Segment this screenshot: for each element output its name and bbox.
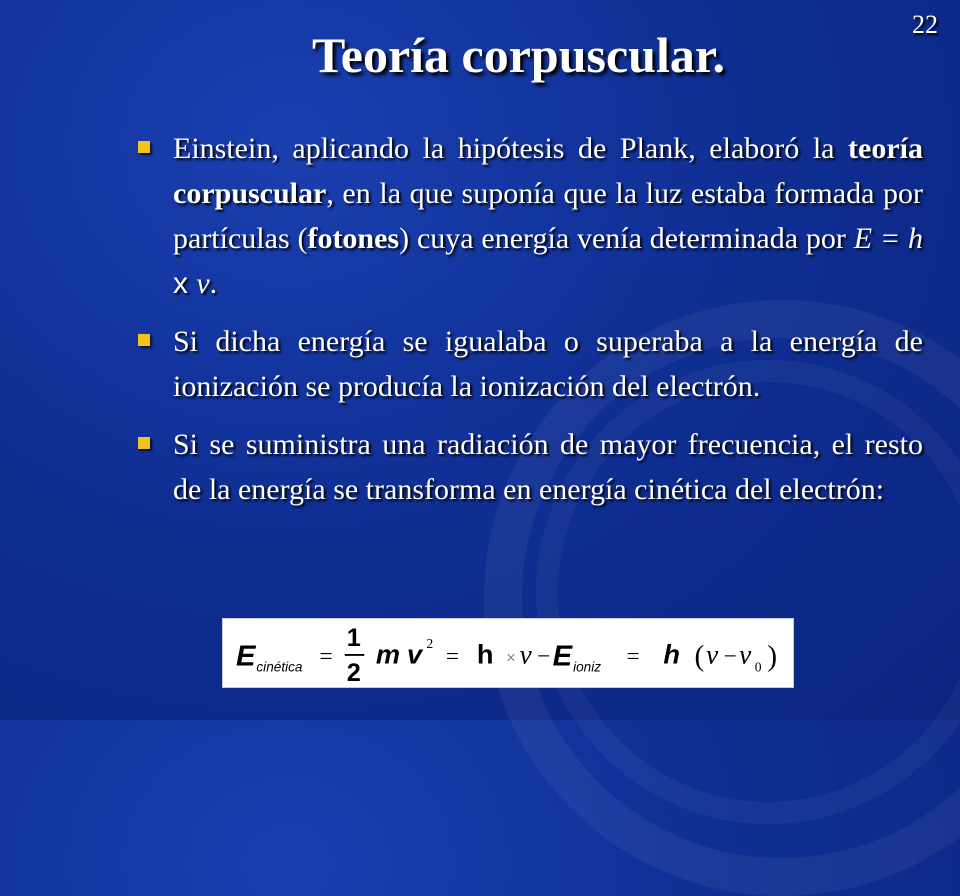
slide-title: Teoría corpuscular. (312, 27, 725, 83)
bullet-square-icon (138, 334, 150, 346)
eq-E-ioniz: E (552, 640, 573, 673)
bold-term: fotones (307, 222, 400, 255)
eq-nu: ν (519, 639, 532, 670)
bullet-list (133, 126, 923, 525)
eq-denominator: 2 (346, 659, 361, 687)
eq-sub-zero: 0 (754, 659, 762, 675)
inline-formula-h: h (908, 222, 923, 255)
bullet-text: ) cuya energía venía determinada por (399, 222, 854, 255)
eq-nu-2: ν (706, 639, 719, 670)
bullet-item-einstein (133, 126, 923, 306)
eq-sub-ioniz: ioniz (573, 659, 602, 675)
eq-h-2: h (663, 638, 681, 670)
equation-svg (223, 619, 793, 687)
eq-equals-2: = (445, 643, 459, 670)
eq-h: h (476, 638, 494, 670)
bullet-text: , en la que suponía que la luz estaba formada por partículas ( (173, 177, 923, 255)
bullet-text: Einstein, aplicando la hipótesis de Plank, elaboró la (173, 132, 849, 165)
bullet-square-icon (138, 437, 150, 449)
equation-box (222, 618, 794, 688)
inline-formula-eq: = (872, 222, 908, 255)
eq-equals-3: = (626, 643, 640, 670)
eq-numerator: 1 (346, 624, 361, 653)
eq-square: 2 (426, 636, 434, 652)
eq-sub-cinetica: cinética (256, 659, 303, 675)
slide-number: 22 (912, 10, 938, 39)
bullet-item-ionization (133, 319, 923, 409)
eq-times: × (506, 647, 516, 668)
eq-rparen: ) (767, 640, 778, 673)
inline-formula-e: E (853, 222, 873, 255)
eq-m: m (375, 638, 401, 670)
eq-minus-2: − (723, 643, 737, 670)
eq-E: E (236, 640, 256, 673)
inline-formula-nu: ν (196, 267, 210, 300)
bullet-square-icon (138, 141, 150, 153)
bullet-text: Si dicha energía se igualaba o superaba a la energía de ionización se producía la ionización del electrón. (173, 325, 923, 403)
inline-formula-end: . (209, 267, 218, 300)
eq-v: v (406, 638, 423, 670)
eq-nu-0: ν (739, 639, 752, 670)
eq-minus-1: − (537, 643, 551, 670)
bullet-item-frequency (133, 422, 923, 512)
eq-lparen: ( (694, 640, 705, 673)
inline-formula-times: x (173, 267, 197, 300)
bullet-text: Si se suministra una radiación de mayor frecuencia, el resto de la energía se transforma en energía cinética del electrón: (173, 428, 923, 506)
eq-equals-1: = (319, 643, 333, 670)
bold-term: teoría corpuscular (173, 132, 923, 210)
